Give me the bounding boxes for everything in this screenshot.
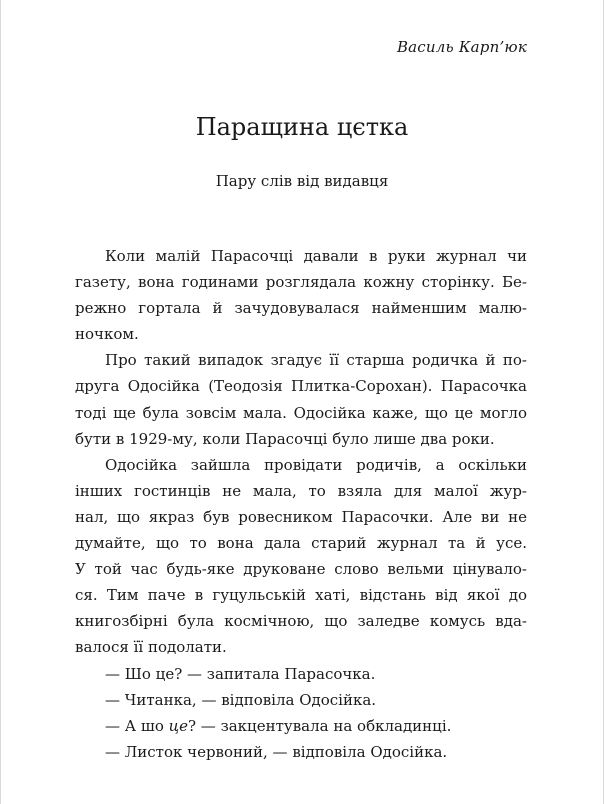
text-line: нал, що якраз був ровесником Парасочки. Але ви не	[75, 507, 527, 526]
body-text	[75, 243, 527, 765]
dialogue-line: — Шо це? — запитала Парасочка.	[105, 664, 376, 683]
text-line: ночком.	[75, 325, 139, 344]
dialogue-line	[75, 713, 527, 739]
text-line: У той час будь-яке друковане слово вельми цінувало-	[75, 560, 527, 579]
text-line: інших гостинців не мала, то взяла для малої жур-	[75, 481, 527, 500]
chapter-title: Паращина цєтка	[195, 113, 409, 141]
text-line: режно гортала й зачудовувалася найменшим малю-	[75, 299, 527, 318]
author-name: Василь Карп’юк	[396, 38, 527, 56]
text-line: Про такий випадок згадує її старша родичка й по-	[105, 351, 527, 370]
text-line: Коли малій Парасочці давали в руки журнал чи	[105, 247, 527, 265]
text-line: ся. Тим паче в гуцульській хаті, відстань від якої до	[75, 586, 527, 605]
dialogue-suffix: ? — закцентувала на обкладинці.	[187, 716, 452, 735]
text-line: валося її подолати.	[75, 638, 227, 657]
dialogue-line: — Листок червоний, — відповіла Одосійка.	[105, 742, 448, 761]
text-line: думайте, що то вона дала старий журнал та й усе.	[75, 534, 527, 553]
text-line: газету, вона годинами розглядала кожну сторінку. Бе-	[75, 273, 527, 292]
dialogue-prefix: — А шо	[105, 716, 169, 735]
text-line: друга Одосійка (Теодозія Плитка-Сорохан). Парасочка	[75, 377, 527, 396]
dialogue-line: — Читанка, — відповіла Одосійка.	[105, 690, 377, 709]
chapter-subtitle: Пару слів від видавця	[215, 172, 389, 190]
text-line: тоді ще була зовсім мала. Одосійка каже, що це могло	[75, 403, 527, 422]
dialogue-emphasis: це	[168, 716, 188, 735]
text-line: книгозбірні була космічною, що заледве комусь вда-	[75, 612, 527, 631]
text-line: Одосійка зайшла провідати родичів, а оскільки	[105, 455, 527, 474]
text-line: бути в 1929-му, коли Парасочці було лише два роки.	[75, 429, 495, 448]
